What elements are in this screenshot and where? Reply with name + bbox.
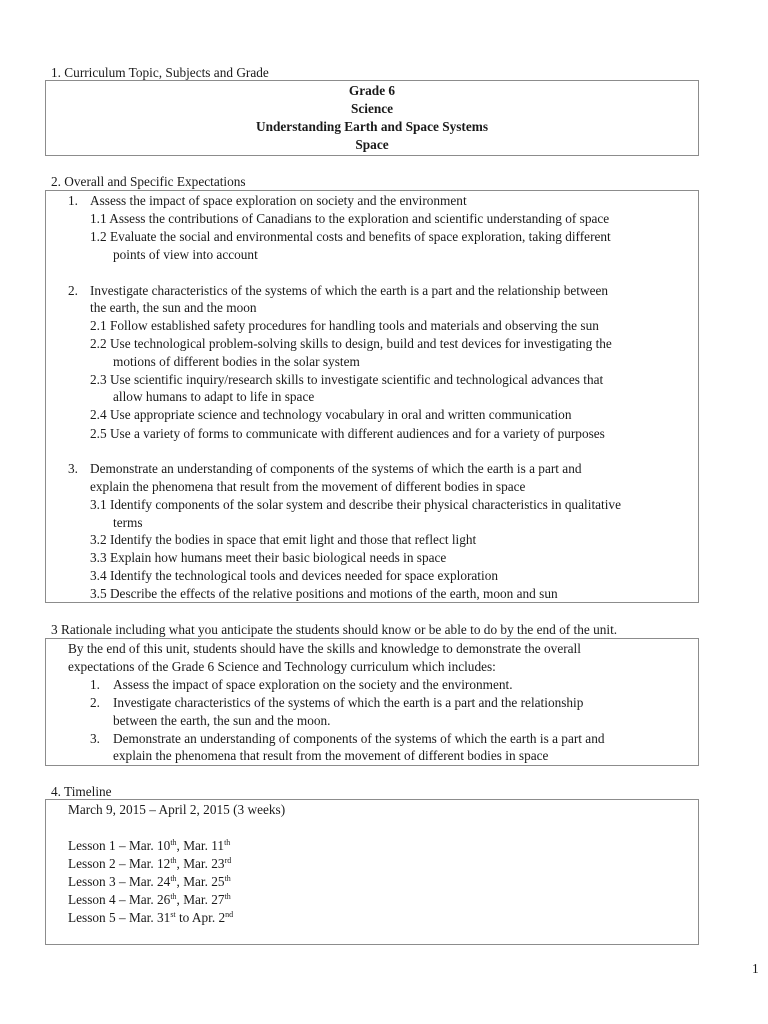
section-3-title: 3 Rationale including what you anticipate the students should know or be able to do by the end of the unit. <box>51 622 618 637</box>
strand-line: Understanding Earth and Space Systems <box>256 119 488 134</box>
section-1-title: 1. Curriculum Topic, Subjects and Grade <box>51 65 269 80</box>
grade-line: Grade 6 <box>348 83 396 98</box>
sub-expectation: 3.4 Identify the technological tools and devices needed for space exploration <box>90 568 498 583</box>
sub-expectation: 2.2 Use technological problem-solving skills to design, build and test devices for investigating the <box>90 336 612 351</box>
section-2-title: 2. Overall and Specific Expectations <box>51 174 246 189</box>
expectations-box <box>45 190 699 603</box>
sub-expectation-cont: terms <box>113 515 143 530</box>
rationale-intro-cont: expectations of the Grade 6 Science and Technology curriculum which includes: <box>68 659 496 674</box>
page-number: 1 <box>752 961 759 976</box>
rationale-item-cont: explain the phenomena that result from the movement of different bodies in space <box>113 748 549 763</box>
sub-expectation: 2.3 Use scientific inquiry/research skills to investigate scientific and technological advances that <box>90 372 604 387</box>
rationale-box <box>45 638 699 766</box>
timeline-box <box>45 799 699 945</box>
expectation-number: 3. <box>68 461 78 476</box>
sub-expectation-cont: allow humans to adapt to life in space <box>113 389 315 404</box>
expectation-number: 1. <box>68 193 78 208</box>
sub-expectation: 1.2 Evaluate the social and environmental costs and benefits of space exploration, taking different <box>90 229 611 244</box>
sub-expectation: 1.1 Assess the contributions of Canadians to the exploration and scientific understanding of space <box>90 211 610 226</box>
sub-expectation: 2.5 Use a variety of forms to communicate with different audiences and for a variety of purposes <box>90 426 605 441</box>
lesson-line: Lesson 3 – Mar. 24th, Mar. 25th <box>68 874 231 889</box>
sub-expectation-cont: motions of different bodies in the solar system <box>113 354 360 369</box>
rationale-number: 3. <box>90 731 100 746</box>
expectation-text: Demonstrate an understanding of components of the systems of which the earth is a part and <box>90 461 582 476</box>
sub-expectation: 3.2 Identify the bodies in space that emit light and those that reflect light <box>90 532 477 547</box>
rationale-intro: By the end of this unit, students should have the skills and knowledge to demonstrate the overall <box>68 641 581 656</box>
sub-expectation: 3.3 Explain how humans meet their basic biological needs in space <box>90 550 447 565</box>
sub-expectation: 3.5 Describe the effects of the relative positions and motions of the earth, moon and sun <box>90 586 558 601</box>
subject-line: Science <box>350 101 394 116</box>
sub-expectation: 2.1 Follow established safety procedures for handling tools and materials and observing the sun <box>90 318 599 333</box>
topic-line: Space <box>355 137 389 152</box>
expectation-number: 2. <box>68 283 78 298</box>
sub-expectation-cont: points of view into account <box>113 247 258 262</box>
curriculum-topic-box <box>45 80 699 156</box>
expectation-text-cont: explain the phenomena that result from the movement of different bodies in space <box>90 479 526 494</box>
sub-expectation: 3.1 Identify components of the solar system and describe their physical characteristics in qualitative <box>90 497 621 512</box>
section-4-title: 4. Timeline <box>51 784 112 799</box>
rationale-item-cont: between the earth, the sun and the moon. <box>113 713 331 728</box>
rationale-item: Investigate characteristics of the systems of which the earth is a part and the relationship <box>113 695 584 710</box>
expectation-text: Investigate characteristics of the systems of which the earth is a part and the relationship between <box>90 283 609 298</box>
lesson-line: Lesson 4 – Mar. 26th, Mar. 27th <box>68 892 231 907</box>
expectation-text: Assess the impact of space exploration on society and the environment <box>90 193 467 208</box>
timeline-range: March 9, 2015 – April 2, 2015 (3 weeks) <box>68 802 286 817</box>
sub-expectation: 2.4 Use appropriate science and technology vocabulary in oral and written communication <box>90 407 572 422</box>
lesson-line: Lesson 5 – Mar. 31st to Apr. 2nd <box>68 910 234 925</box>
rationale-number: 2. <box>90 695 100 710</box>
lesson-line: Lesson 2 – Mar. 12th, Mar. 23rd <box>68 856 232 871</box>
rationale-number: 1. <box>90 677 100 692</box>
rationale-item: Demonstrate an understanding of components of the systems of which the earth is a part and <box>113 731 605 746</box>
expectation-text-cont: the earth, the sun and the moon <box>90 300 257 315</box>
rationale-item: Assess the impact of space exploration on the society and the environment. <box>113 677 513 692</box>
lesson-line: Lesson 1 – Mar. 10th, Mar. 11th <box>68 838 231 853</box>
